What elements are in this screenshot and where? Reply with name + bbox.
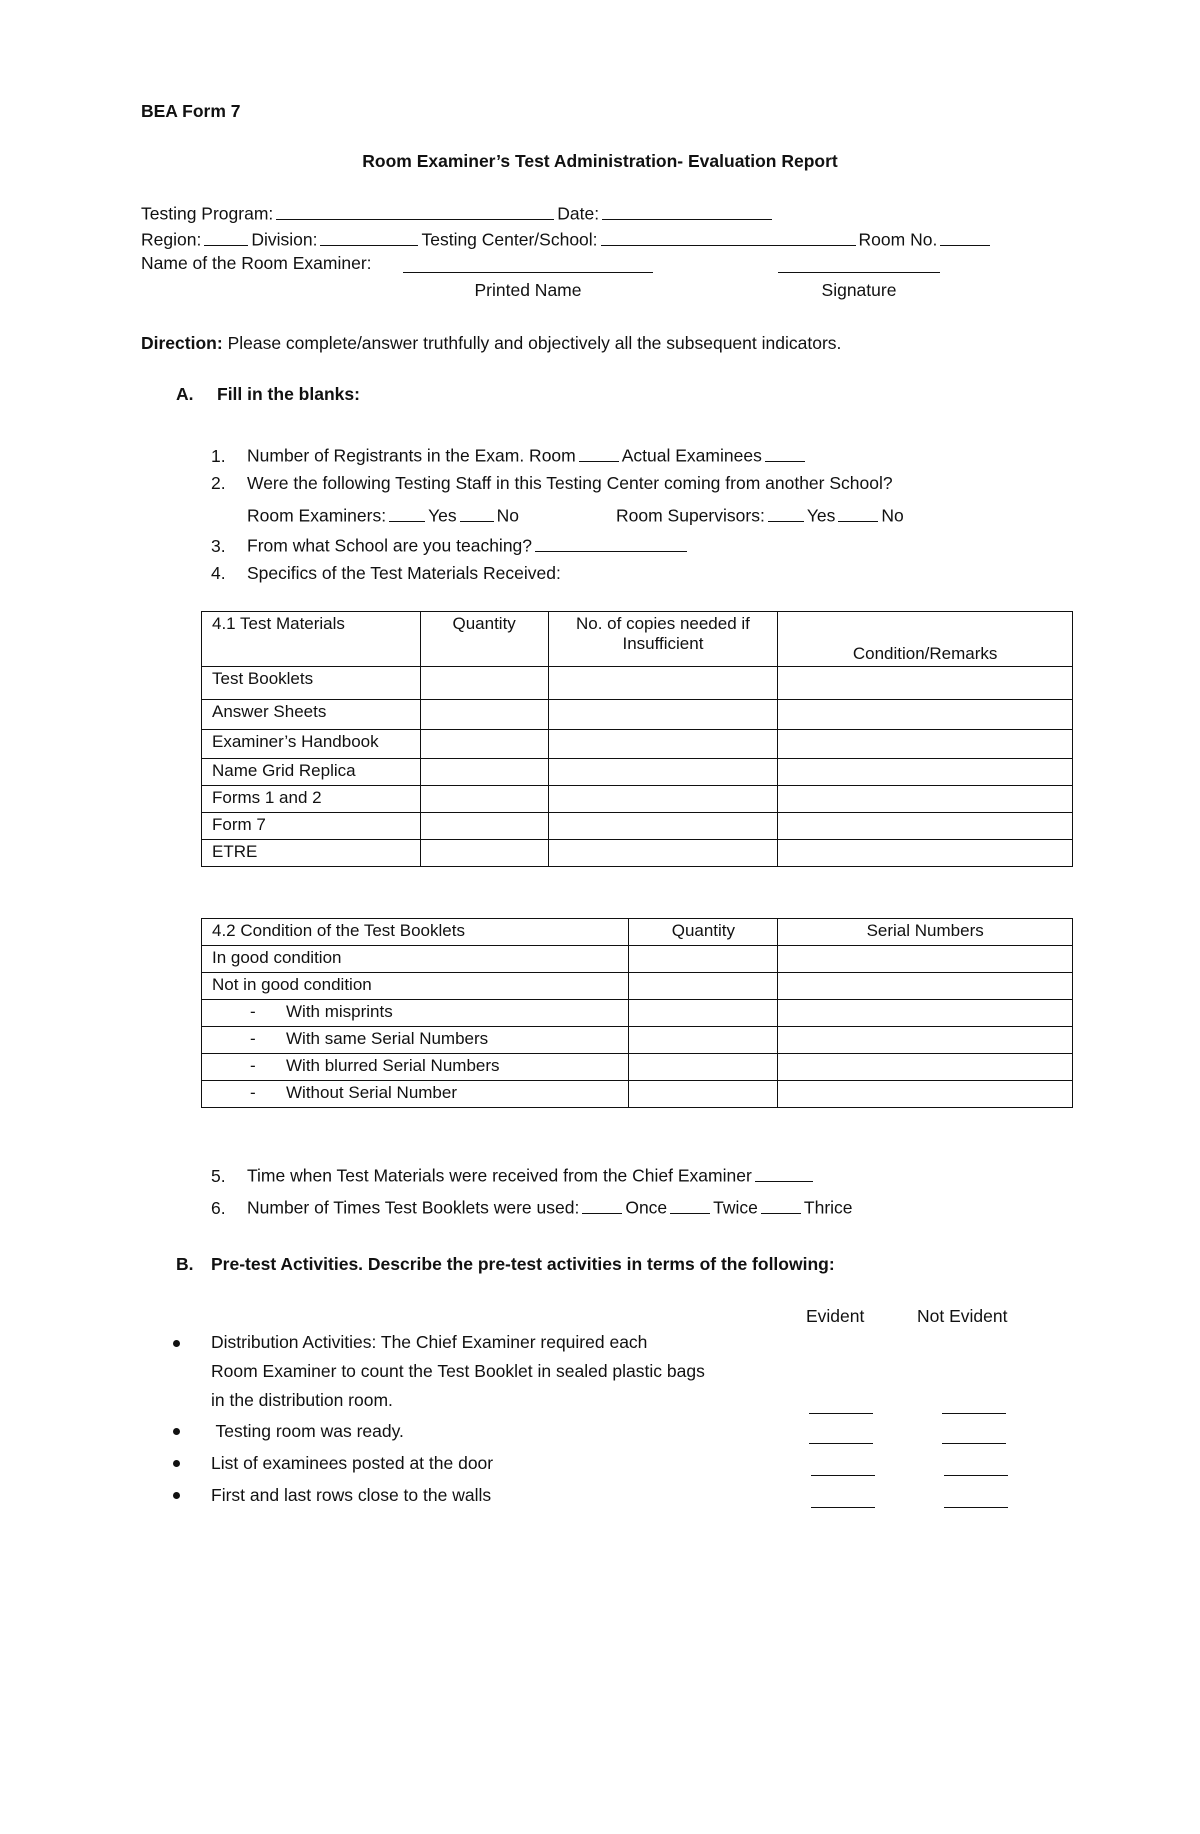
table-row <box>202 700 1073 730</box>
table-row <box>202 1081 1073 1108</box>
remarks-cell[interactable] <box>778 813 1073 840</box>
item-2-number: 2. <box>211 473 226 493</box>
table-row <box>202 667 1073 700</box>
item-4-text: Specifics of the Test Materials Received: <box>247 563 561 583</box>
test-materials-header-row <box>202 612 1073 667</box>
material-test-booklets: Test Booklets <box>202 667 421 700</box>
copies-cell[interactable] <box>548 730 778 759</box>
serial-cell[interactable] <box>778 1054 1073 1081</box>
actual-examinees-blank[interactable] <box>765 443 805 462</box>
item-6 <box>211 1195 853 1219</box>
bullet-icon <box>173 1492 180 1499</box>
header-condition: 4.2 Condition of the Test Booklets <box>202 919 629 946</box>
table-row <box>202 973 1073 1000</box>
table-row <box>202 1027 1073 1054</box>
table-row <box>202 1054 1073 1081</box>
quantity-cell[interactable] <box>629 1081 778 1108</box>
material-name-grid-replica: Name Grid Replica <box>202 759 421 786</box>
direction-row <box>141 333 841 354</box>
examiner-name-row <box>141 253 372 274</box>
condition-same-serial-label: With same Serial Numbers <box>286 1029 489 1048</box>
once-blank[interactable] <box>582 1195 622 1214</box>
examiners-yes-label: Yes <box>428 505 457 526</box>
item-5 <box>211 1163 816 1187</box>
material-etre: ETRE <box>202 840 421 867</box>
copies-cell[interactable] <box>548 813 778 840</box>
bullet-icon <box>173 1460 180 1467</box>
item-3 <box>211 533 690 557</box>
item-2-options <box>247 503 519 527</box>
twice-label: Twice <box>713 1197 758 1218</box>
copies-cell[interactable] <box>548 700 778 730</box>
section-b-letter: B. <box>176 1254 194 1274</box>
distribution-not-evident-blank[interactable] <box>942 1413 1006 1414</box>
direction-text: Please complete/answer truthfully and objectively all the subsequent indicators. <box>227 333 842 353</box>
copies-cell[interactable] <box>548 667 778 700</box>
time-received-blank[interactable] <box>755 1163 813 1182</box>
condition-blurred-serial <box>202 1054 629 1081</box>
header-quantity: Quantity <box>629 919 778 946</box>
condition-blurred-serial-label: With blurred Serial Numbers <box>286 1056 500 1075</box>
date-label: Date: <box>557 203 600 224</box>
serial-cell[interactable] <box>778 1081 1073 1108</box>
quantity-cell[interactable] <box>420 840 548 867</box>
bullet-icon <box>173 1428 180 1435</box>
item-1-text: Number of Registrants in the Exam. Room <box>247 445 576 466</box>
remarks-cell[interactable] <box>778 759 1073 786</box>
condition-misprints-label: With misprints <box>286 1002 393 1021</box>
item-2-text: Were the following Testing Staff in this Testing Center coming from another School? <box>247 473 893 493</box>
bullet-icon <box>173 1340 180 1347</box>
printed-name-caption: Printed Name <box>474 280 582 300</box>
supervisors-no-blank[interactable] <box>838 503 878 522</box>
condition-good: In good condition <box>202 946 629 973</box>
table-row <box>202 759 1073 786</box>
signature-caption: Signature <box>821 280 897 300</box>
distribution-evident-blank[interactable] <box>809 1413 873 1414</box>
section-a-letter: A. <box>176 384 194 404</box>
quantity-cell[interactable] <box>629 1054 778 1081</box>
actual-examinees-label: Actual Examinees <box>621 445 762 466</box>
region-row <box>141 227 993 251</box>
column-evident: Evident <box>806 1306 865 1326</box>
header-copies-line-1: No. of copies needed if <box>576 614 750 633</box>
item-4 <box>211 563 561 584</box>
testing-program-label: Testing Program: <box>141 203 274 224</box>
remarks-cell[interactable] <box>778 840 1073 867</box>
dash-mark: - <box>250 1083 256 1102</box>
direction-label: Direction: <box>141 333 223 353</box>
condition-without-serial <box>202 1081 629 1108</box>
serial-cell[interactable] <box>778 946 1073 973</box>
quantity-cell[interactable] <box>629 973 778 1000</box>
copies-cell[interactable] <box>548 840 778 867</box>
testing-room-not-evident-blank[interactable] <box>942 1443 1006 1444</box>
thrice-blank[interactable] <box>761 1195 801 1214</box>
bullet-distribution-line-2: Room Examiner to count the Test Booklet in sealed plastic bags <box>211 1361 705 1381</box>
testing-center-blank[interactable] <box>601 227 856 246</box>
examiners-no-blank[interactable] <box>460 503 494 522</box>
booklet-condition-header-row <box>202 919 1073 946</box>
examiner-name-label: Name of the Room Examiner: <box>141 253 372 273</box>
header-copies-needed <box>548 612 778 667</box>
condition-misprints <box>202 1000 629 1027</box>
examiners-no-label: No <box>496 505 520 526</box>
serial-cell[interactable] <box>778 1000 1073 1027</box>
quantity-cell[interactable] <box>629 946 778 973</box>
dash-mark: - <box>250 1056 256 1075</box>
table-row <box>202 813 1073 840</box>
quantity-cell[interactable] <box>629 1000 778 1027</box>
condition-same-serial <box>202 1027 629 1054</box>
serial-cell[interactable] <box>778 1027 1073 1054</box>
registrants-blank[interactable] <box>579 443 619 462</box>
condition-without-serial-label: Without Serial Number <box>286 1083 458 1102</box>
booklet-condition-table <box>201 918 1073 1108</box>
remarks-cell[interactable] <box>778 700 1073 730</box>
serial-cell[interactable] <box>778 973 1073 1000</box>
region-blank[interactable] <box>204 227 248 246</box>
bullet-list-examinees: List of examinees posted at the door <box>211 1453 494 1473</box>
item-5-text: Time when Test Materials were received from the Chief Examiner <box>247 1165 752 1186</box>
item-2-supervisor-options <box>616 503 904 527</box>
header-condition-remarks: Condition/Remarks <box>778 612 1073 667</box>
header-quantity: Quantity <box>420 612 548 667</box>
signature-line[interactable] <box>778 272 940 273</box>
item-3-text: From what School are you teaching? <box>247 535 533 556</box>
room-no-label: Room No. <box>858 229 938 250</box>
table-row <box>202 1000 1073 1027</box>
examiners-yes-blank[interactable] <box>389 503 425 522</box>
item-6-number: 6. <box>211 1197 226 1218</box>
bullet-distribution-line-1: Distribution Activities: The Chief Examiner required each <box>211 1332 648 1352</box>
rows-evident-blank[interactable] <box>811 1507 875 1508</box>
material-answer-sheets: Answer Sheets <box>202 700 421 730</box>
table-row <box>202 840 1073 867</box>
division-label: Division: <box>251 229 318 250</box>
item-1 <box>211 443 808 467</box>
page-title: Room Examiner’s Test Administration- Evaluation Report <box>362 151 838 171</box>
list-evident-blank[interactable] <box>811 1475 875 1476</box>
section-a-title: Fill in the blanks: <box>217 384 360 404</box>
form-code: BEA Form 7 <box>141 101 241 121</box>
table-row <box>202 946 1073 973</box>
rows-not-evident-blank[interactable] <box>944 1507 1008 1508</box>
copies-cell[interactable] <box>548 759 778 786</box>
header-copies-line-2: Insufficient <box>622 634 704 654</box>
header-serial-numbers: Serial Numbers <box>778 919 1073 946</box>
supervisors-no-label: No <box>881 505 904 526</box>
bullet-testing-room: Testing room was ready. <box>211 1421 404 1441</box>
testing-program-blank[interactable] <box>276 201 554 220</box>
item-2 <box>211 473 893 494</box>
remarks-cell[interactable] <box>778 667 1073 700</box>
date-blank[interactable] <box>602 201 772 220</box>
remarks-cell[interactable] <box>778 730 1073 759</box>
material-forms-1-and-2: Forms 1 and 2 <box>202 786 421 813</box>
quantity-cell[interactable] <box>420 813 548 840</box>
testing-room-evident-blank[interactable] <box>809 1443 873 1444</box>
item-4-number: 4. <box>211 563 226 583</box>
room-supervisors-label: Room Supervisors: <box>616 505 765 526</box>
supervisors-yes-blank[interactable] <box>768 503 804 522</box>
table-row <box>202 730 1073 759</box>
item-3-number: 3. <box>211 535 226 556</box>
table-row <box>202 786 1073 813</box>
condition-not-good: Not in good condition <box>202 973 629 1000</box>
testing-center-label: Testing Center/School: <box>421 229 598 250</box>
quantity-cell[interactable] <box>420 700 548 730</box>
bullet-rows-walls: First and last rows close to the walls <box>211 1485 492 1505</box>
item-6-text: Number of Times Test Booklets were used: <box>247 1197 580 1218</box>
division-blank[interactable] <box>320 227 418 246</box>
column-not-evident: Not Evident <box>917 1306 1008 1326</box>
remarks-cell[interactable] <box>778 786 1073 813</box>
quantity-cell[interactable] <box>420 667 548 700</box>
testing-program-row <box>141 201 775 225</box>
copies-cell[interactable] <box>548 786 778 813</box>
material-form-7: Form 7 <box>202 813 421 840</box>
twice-blank[interactable] <box>670 1195 710 1214</box>
header-test-materials: 4.1 Test Materials <box>202 612 421 667</box>
item-5-number: 5. <box>211 1165 226 1186</box>
quantity-cell[interactable] <box>420 786 548 813</box>
item-1-number: 1. <box>211 445 226 466</box>
quantity-cell[interactable] <box>420 759 548 786</box>
supervisors-yes-label: Yes <box>806 505 836 526</box>
material-examiners-handbook: Examiner’s Handbook <box>202 730 421 759</box>
quantity-cell[interactable] <box>629 1027 778 1054</box>
test-materials-table <box>201 611 1073 867</box>
bullet-distribution-line-3: in the distribution room. <box>211 1390 393 1410</box>
school-blank[interactable] <box>535 533 687 552</box>
dash-mark: - <box>250 1002 256 1021</box>
thrice-label: Thrice <box>803 1197 853 1218</box>
list-not-evident-blank[interactable] <box>944 1475 1008 1476</box>
dash-mark: - <box>250 1029 256 1048</box>
quantity-cell[interactable] <box>420 730 548 759</box>
printed-name-line[interactable] <box>403 272 653 273</box>
room-no-blank[interactable] <box>940 227 990 246</box>
region-label: Region: <box>141 229 202 250</box>
room-examiners-label: Room Examiners: <box>247 505 387 526</box>
section-b-title: Pre-test Activities. Describe the pre-test activities in terms of the following: <box>211 1254 835 1274</box>
once-label: Once <box>625 1197 668 1218</box>
